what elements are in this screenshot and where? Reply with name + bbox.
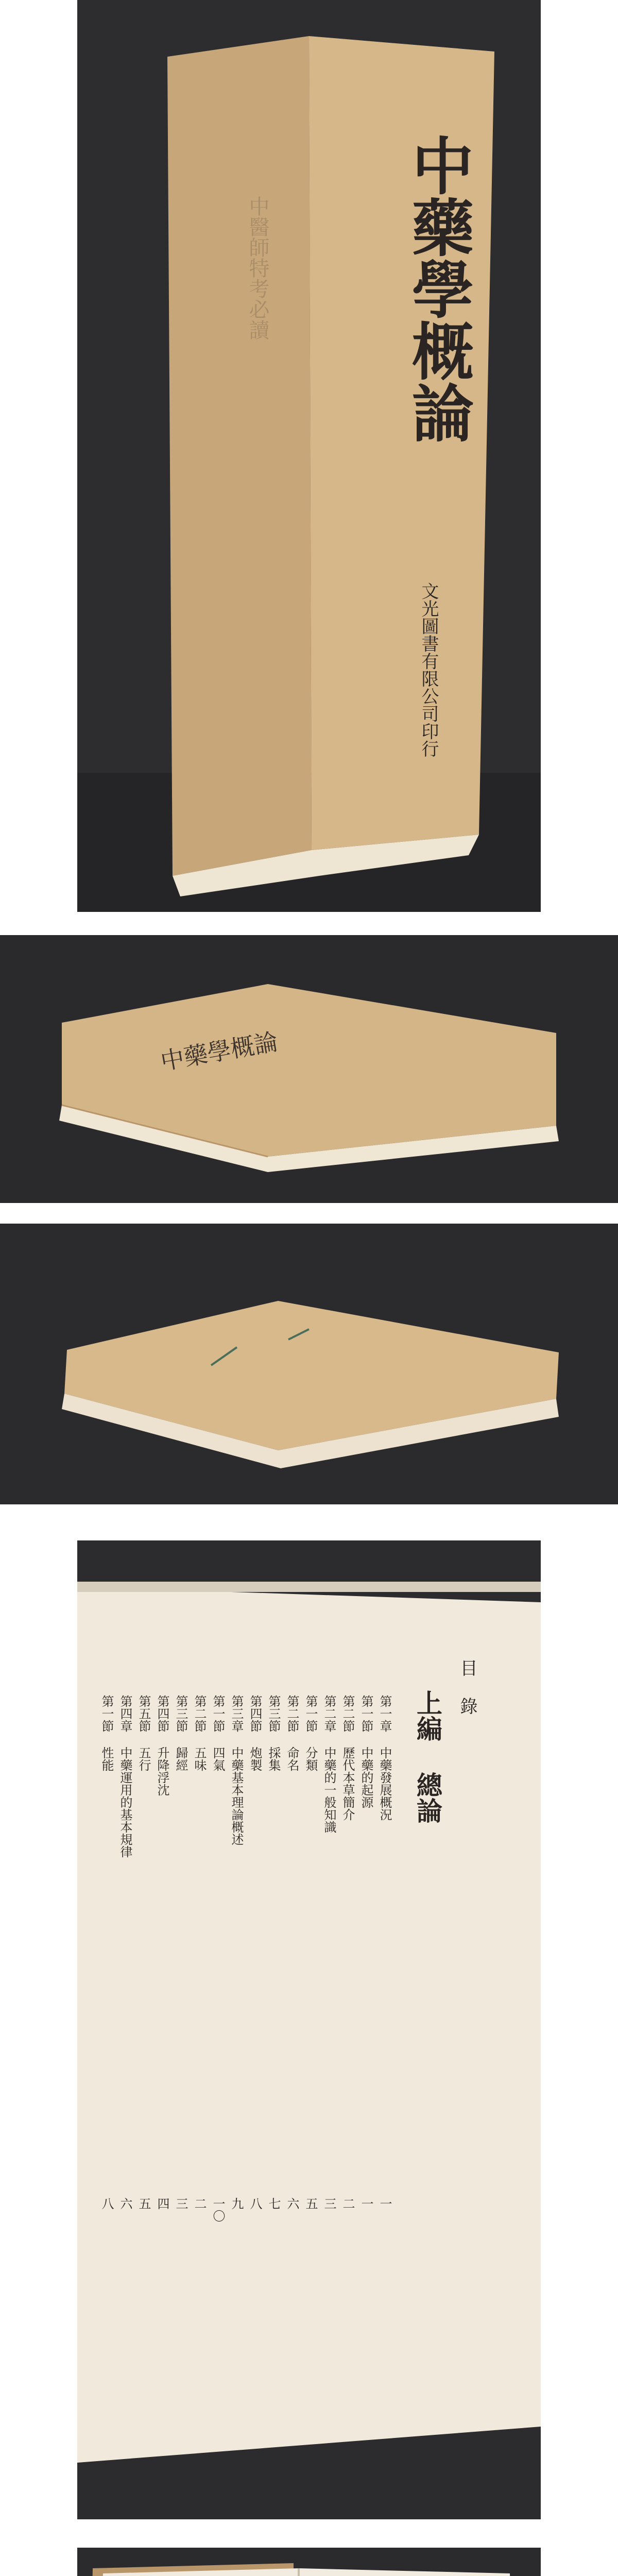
spine-publisher: 文光圖書有限公司印行 — [418, 582, 439, 757]
toc-entry: 第四章 中藥運用的基本規律 — [118, 1695, 132, 1858]
toc-entry: 第三節 採集 — [266, 1695, 281, 1771]
toc-entry: 第二節 歷代本草簡介 — [340, 1695, 355, 1821]
bottom-edge-illustration — [0, 1224, 618, 1504]
toc-entry: 第一節 中藥的起源 — [359, 1695, 373, 1808]
toc-entry: 第五節 五行 — [136, 1695, 151, 1771]
top-edge-photo — [0, 935, 618, 1203]
toc-page-number: 三 — [322, 2197, 336, 2210]
bottom-edge-photo — [0, 1224, 618, 1504]
toc-page-number: 五 — [303, 2197, 318, 2210]
toc-page-number: 一 — [377, 2197, 392, 2210]
toc-entry: 第四節 升降浮沈 — [155, 1695, 169, 1796]
toc-entry: 第一節 四氣 — [211, 1695, 225, 1771]
table-of-contents-photo — [77, 1540, 541, 2519]
cover-subtitle-faint: 中醫師特考必讀 — [246, 196, 269, 340]
toc-entry: 第一節 性能 — [99, 1695, 114, 1771]
toc-page-number: 二 — [192, 2197, 207, 2210]
toc-entry: 第三章 中藥基本理論概述 — [229, 1695, 244, 1845]
open-book-1-illustration — [77, 2548, 541, 2576]
toc-page-number: 六 — [118, 2197, 132, 2210]
toc-header: 目 錄 — [457, 1659, 477, 1715]
toc-entry: 第二節 五味 — [192, 1695, 207, 1771]
top-edge-spine-text: 中藥學概論 — [158, 1027, 280, 1076]
toc-entry: 第二章 中藥的一般知識 — [322, 1695, 336, 1833]
toc-page-number: 六 — [285, 2197, 299, 2210]
toc-entry: 第三節 歸經 — [174, 1695, 188, 1771]
toc-entry: 第一章 中藥發展概況 — [377, 1695, 392, 1821]
toc-entry: 第四節 炮製 — [248, 1695, 262, 1771]
toc-page-number: 九 — [229, 2197, 244, 2210]
toc-page-number: 七 — [266, 2197, 281, 2210]
toc-page-number: 一 — [359, 2197, 373, 2210]
spine-title: 中藥學概論 — [402, 134, 474, 443]
toc-page-number: 一〇 — [211, 2197, 225, 2222]
toc-page-number: 八 — [248, 2197, 262, 2210]
open-book-photo-1 — [77, 2548, 541, 2576]
toc-part-title: 上編 總論 — [413, 1690, 443, 1823]
toc-page-number: 五 — [136, 2197, 151, 2210]
toc-page-number: 四 — [155, 2197, 169, 2210]
top-edge-illustration — [0, 935, 618, 1203]
spine-view-photo — [77, 0, 541, 912]
toc-page-number: 三 — [174, 2197, 188, 2210]
toc-entry: 第一節 分類 — [303, 1695, 318, 1771]
toc-entry: 第二節 命名 — [285, 1695, 299, 1771]
toc-page-number: 八 — [99, 2197, 114, 2210]
toc-page-number: 二 — [340, 2197, 355, 2210]
